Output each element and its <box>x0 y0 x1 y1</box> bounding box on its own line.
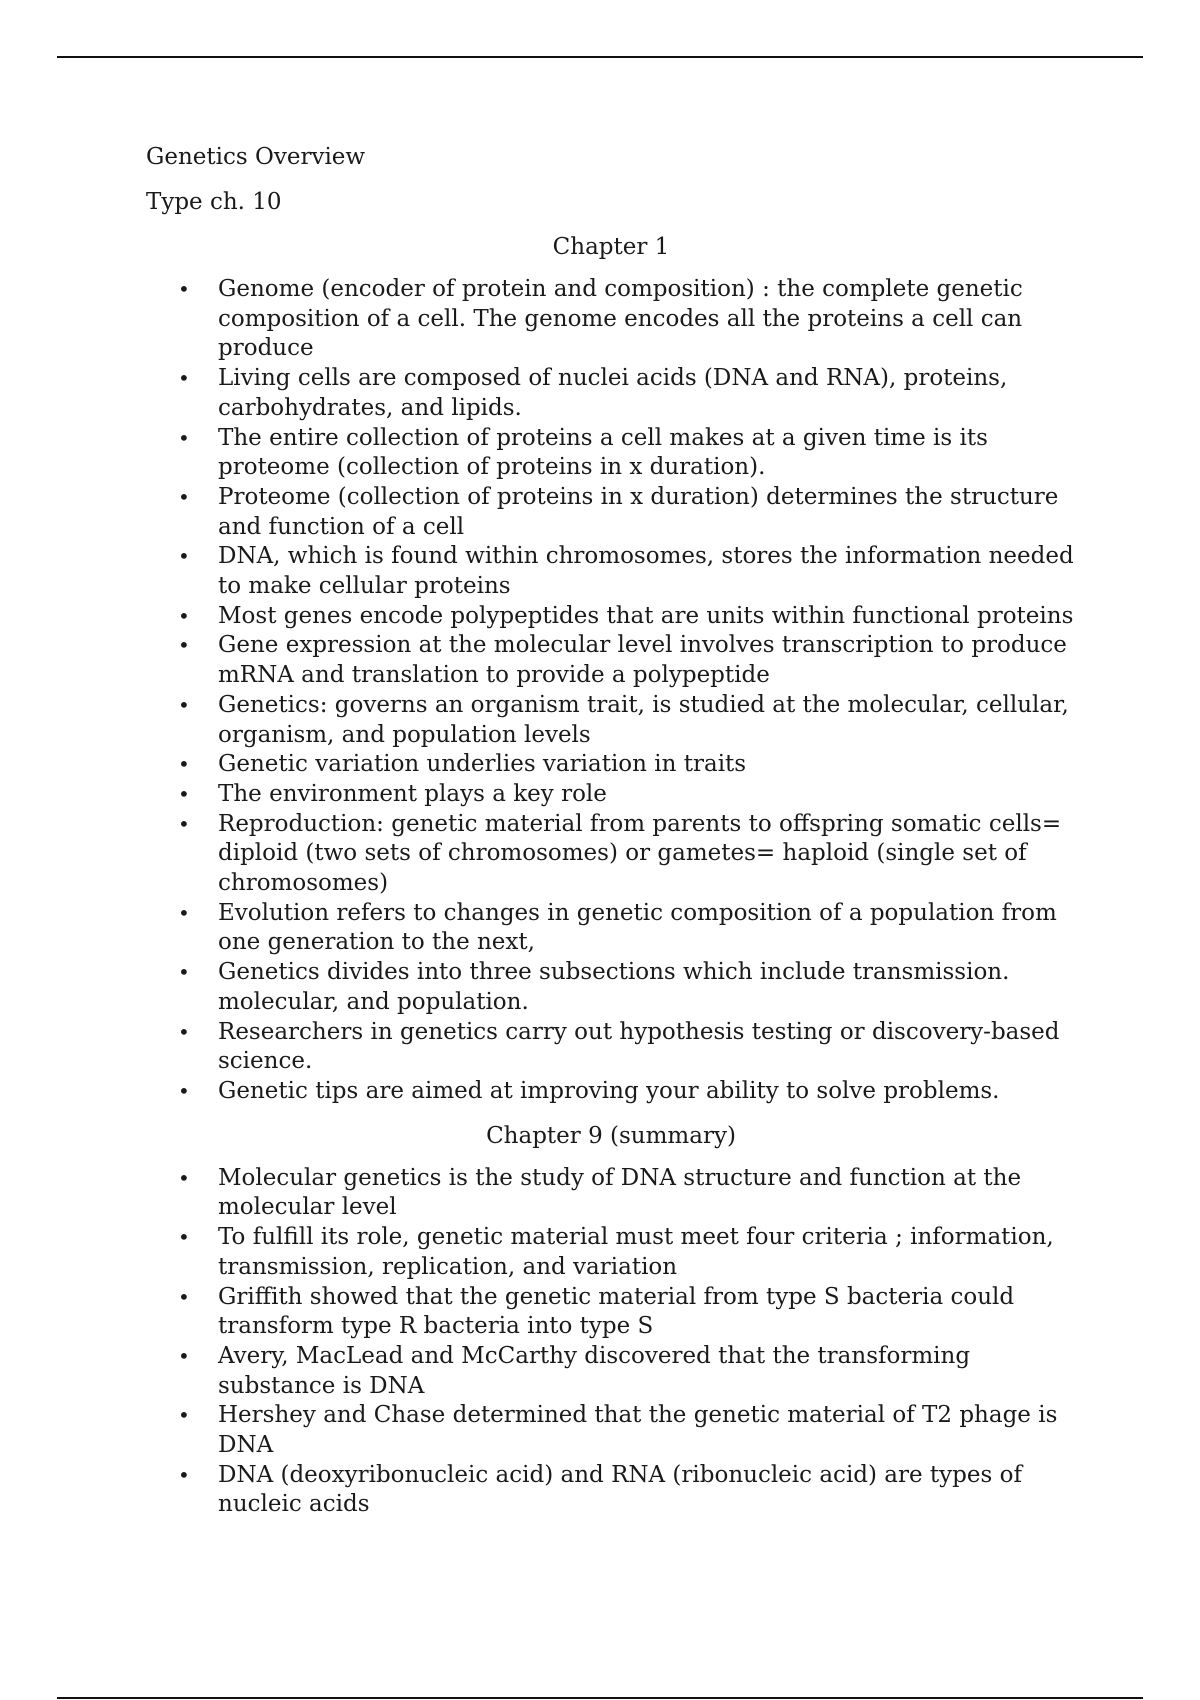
bullet-icon: • <box>178 1343 190 1368</box>
list-item-text: Genetic variation underlies variation in traits <box>218 751 747 778</box>
bullet-icon: • <box>178 1165 190 1190</box>
list-item-text: Hershey and Chase determined that the genetic material of T2 phage is DNA <box>218 1402 1058 1459</box>
bullet-icon: • <box>178 1225 190 1250</box>
section-heading: Chapter 9 (summary) <box>486 1122 736 1149</box>
list-item-text: Researchers in genetics carry out hypothesis testing or discovery-based science. <box>218 1018 1060 1075</box>
bullet-icon: • <box>178 603 190 628</box>
bullet-icon: • <box>178 811 190 836</box>
bullet-list <box>146 275 1076 1107</box>
list-item-text: Proteome (collection of proteins in x duration) determines the structure and function of a cell <box>218 483 1059 540</box>
list-item <box>146 1283 1076 1342</box>
bullet-icon: • <box>178 484 190 509</box>
section-chapter-9 <box>146 1121 1076 1520</box>
bullet-icon: • <box>178 752 190 777</box>
list-item <box>146 483 1076 542</box>
list-item-text: The entire collection of proteins a cell makes at a given time is its proteome (collection of proteins in x duration). <box>218 424 988 481</box>
document-subtitle: Type ch. 10 <box>146 189 282 215</box>
list-item <box>146 780 1076 810</box>
list-item-text: Griffith showed that the genetic material from type S bacteria could transform type R bacteria into type S <box>218 1283 1015 1340</box>
list-item-text: Reproduction: genetic material from parents to offspring somatic cells= diploid (two sets of chromosomes) or gametes= haploid (single set of chromosomes) <box>218 810 1062 897</box>
bullet-icon: • <box>178 366 190 391</box>
list-item-text: Evolution refers to changes in genetic composition of a population from one generation to the next, <box>218 899 1057 956</box>
list-item <box>146 542 1076 601</box>
list-item <box>146 958 1076 1017</box>
list-item-text: The environment plays a key role <box>218 780 607 807</box>
list-item <box>146 691 1076 750</box>
list-item-text: DNA (deoxyribonucleic acid) and RNA (ribonucleic acid) are types of nucleic acids <box>218 1461 1022 1518</box>
list-item <box>146 1223 1076 1282</box>
list-item-text: Living cells are composed of nuclei acids (DNA and RNA), proteins, carbohydrates, and lipids. <box>218 365 1008 421</box>
list-item-text: Molecular genetics is the study of DNA structure and function at the molecular level <box>218 1164 1022 1221</box>
bullet-icon: • <box>178 960 190 985</box>
section-heading: Chapter 1 <box>552 234 670 260</box>
list-item <box>146 602 1076 632</box>
list-item-text: Genome (encoder of protein and composition) : the complete genetic composition of a cell. The genome encodes all the proteins a cell can produce <box>218 276 1023 362</box>
bullet-icon: • <box>178 692 190 717</box>
list-item-text: Genetics divides into three subsections which include transmission. molecular, and population. <box>218 959 1010 1015</box>
bullet-icon: • <box>178 781 190 806</box>
bullet-icon: • <box>178 633 190 658</box>
list-item-text: To fulfill its role, genetic material must meet four criteria ; information, transmission, replication, and variation <box>218 1224 1054 1280</box>
document-title: Genetics Overview <box>146 144 366 170</box>
list-item-text: Genetic tips are aimed at improving your ability to solve problems. <box>218 1077 1000 1104</box>
list-item-text: Most genes encode polypeptides that are units within functional proteins <box>218 602 1074 629</box>
list-item <box>146 1018 1076 1077</box>
list-item <box>146 424 1076 483</box>
list-item <box>146 1401 1076 1460</box>
document-body <box>146 142 1076 1534</box>
bullet-icon: • <box>178 1019 190 1044</box>
bullet-list <box>146 1164 1076 1520</box>
bullet-icon: • <box>178 1078 190 1103</box>
bullet-icon: • <box>178 1462 190 1487</box>
list-item <box>146 899 1076 958</box>
bullet-icon: • <box>178 1403 190 1428</box>
bullet-icon: • <box>178 544 190 569</box>
list-item <box>146 810 1076 899</box>
list-item <box>146 1342 1076 1401</box>
list-item <box>146 275 1076 364</box>
list-item-text: Gene expression at the molecular level involves transcription to produce mRNA and translation to provide a polypeptide <box>218 632 1067 689</box>
list-item-text: Genetics: governs an organism trait, is studied at the molecular, cellular, organism, and population levels <box>218 691 1069 748</box>
bullet-icon: • <box>178 277 190 301</box>
bullet-icon: • <box>178 1284 190 1309</box>
list-item <box>146 1077 1076 1107</box>
section-chapter-1 <box>146 232 1076 1107</box>
list-item <box>146 364 1076 423</box>
list-item-text: Avery, MacLead and McCarthy discovered that the transforming substance is DNA <box>218 1342 971 1399</box>
list-item <box>146 1164 1076 1223</box>
list-item <box>146 1461 1076 1520</box>
list-item <box>146 631 1076 690</box>
header-rule <box>57 56 1143 58</box>
list-item <box>146 750 1076 780</box>
footer-rule <box>57 1697 1143 1699</box>
bullet-icon: • <box>178 900 190 925</box>
list-item-text: DNA, which is found within chromosomes, stores the information needed to make cellular proteins <box>218 543 1074 600</box>
bullet-icon: • <box>178 425 190 450</box>
